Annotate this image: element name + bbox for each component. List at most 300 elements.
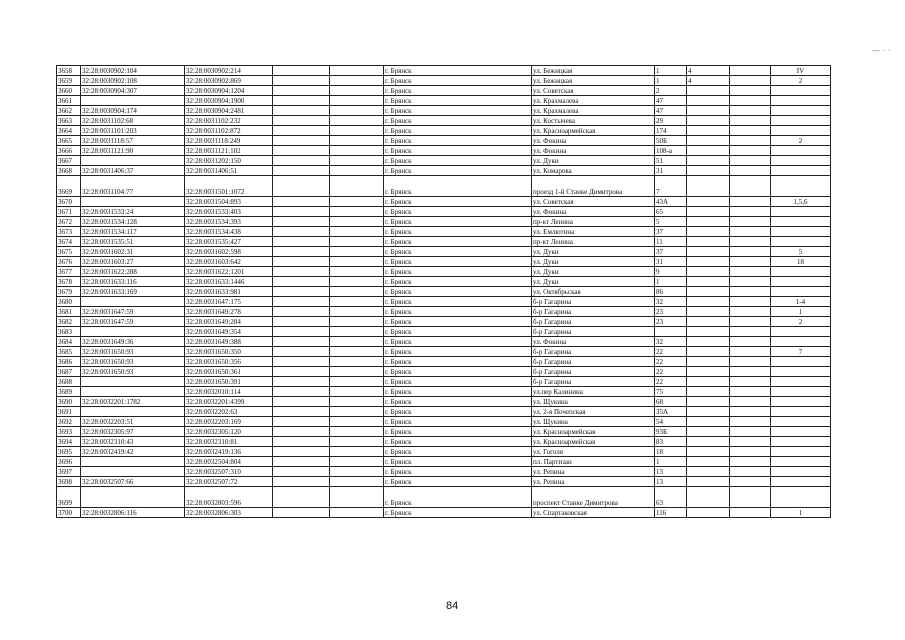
empty-cell — [330, 447, 384, 457]
city-cell: г. Брянск — [384, 467, 532, 477]
city-cell: г. Брянск — [384, 227, 532, 237]
row-number: 3660 — [57, 86, 81, 96]
row-number: 3694 — [57, 437, 81, 447]
empty-cell — [273, 86, 330, 96]
empty-cell — [330, 217, 384, 227]
empty-cell — [273, 297, 330, 307]
street-cell: б-р Гагарина — [532, 377, 655, 387]
house-cell: 65 — [655, 207, 687, 217]
value-cell — [687, 437, 730, 447]
cadastral-number-object: 32:28:0031102:872 — [185, 126, 273, 136]
empty-cell — [273, 237, 330, 247]
row-number: 3669 — [57, 176, 81, 197]
city-cell: г. Брянск — [384, 487, 532, 508]
empty-cell — [273, 457, 330, 467]
house-cell: 47 — [655, 96, 687, 106]
row-number: 3667 — [57, 156, 81, 166]
city-cell: г. Брянск — [384, 207, 532, 217]
empty-cell — [330, 327, 384, 337]
value-cell — [730, 207, 771, 217]
empty-cell — [273, 106, 330, 116]
cadastral-number-object: 32:28:0032806:303 — [185, 508, 273, 518]
cadastral-number-land: 32:28:0031101:203 — [81, 126, 185, 136]
empty-cell — [273, 437, 330, 447]
empty-cell — [330, 126, 384, 136]
house-cell: 29 — [655, 116, 687, 126]
city-cell: г. Брянск — [384, 217, 532, 227]
table-row — [57, 317, 831, 327]
table-row — [57, 287, 831, 297]
city-cell: г. Брянск — [384, 387, 532, 397]
table-row — [57, 277, 831, 287]
city-cell: г. Брянск — [384, 126, 532, 136]
value-cell — [687, 447, 730, 457]
city-cell: г. Брянск — [384, 477, 532, 487]
empty-cell — [330, 467, 384, 477]
value-cell — [730, 347, 771, 357]
table-row — [57, 86, 831, 96]
value-cell — [687, 357, 730, 367]
value-cell — [687, 197, 730, 207]
cadastral-number-land — [81, 96, 185, 106]
empty-cell — [330, 287, 384, 297]
row-number: 3697 — [57, 467, 81, 477]
cadastral-number-object: 32:28:0032507:72 — [185, 477, 273, 487]
street-cell: ул. Дуки — [532, 267, 655, 277]
table-row — [57, 417, 831, 427]
premises-cell — [771, 457, 831, 467]
row-number: 3686 — [57, 357, 81, 367]
row-number: 3683 — [57, 327, 81, 337]
cadastral-number-land: 32:28:0032305:97 — [81, 427, 185, 437]
cadastral-number-land: 32:28:0031533:24 — [81, 207, 185, 217]
cadastral-number-land: 32:28:0030902:104 — [81, 66, 185, 76]
premises-cell — [771, 116, 831, 126]
house-cell: 83 — [655, 437, 687, 447]
city-cell: г. Брянск — [384, 176, 532, 197]
empty-cell — [273, 96, 330, 106]
table-row — [57, 477, 831, 487]
value-cell — [687, 146, 730, 156]
street-cell: б-р Гагарина — [532, 307, 655, 317]
premises-cell — [771, 287, 831, 297]
value-cell — [687, 217, 730, 227]
cadastral-number-land: 32:28:0031622:288 — [81, 267, 185, 277]
value-cell — [730, 237, 771, 247]
city-cell: г. Брянск — [384, 197, 532, 207]
house-cell: 18 — [655, 447, 687, 457]
row-number: 3689 — [57, 387, 81, 397]
cadastral-number-object: 32:28:0031650:356 — [185, 357, 273, 367]
city-cell: г. Брянск — [384, 307, 532, 317]
premises-cell — [771, 217, 831, 227]
premises-cell: 1,5,6 — [771, 197, 831, 207]
empty-cell — [330, 197, 384, 207]
empty-cell — [273, 407, 330, 417]
house-cell: 47 — [655, 106, 687, 116]
street-cell: пл. Партизан — [532, 457, 655, 467]
value-cell — [730, 407, 771, 417]
value-cell — [687, 427, 730, 437]
table-row — [57, 66, 831, 76]
cadastral-number-land — [81, 297, 185, 307]
empty-cell — [273, 166, 330, 176]
street-cell: ул. Красноармейская — [532, 126, 655, 136]
empty-cell — [273, 447, 330, 457]
empty-cell — [273, 247, 330, 257]
empty-cell — [273, 156, 330, 166]
value-cell: 4 — [687, 76, 730, 86]
value-cell — [730, 357, 771, 367]
premises-cell — [771, 277, 831, 287]
value-cell — [687, 377, 730, 387]
table-row — [57, 357, 831, 367]
cadastral-number-land — [81, 457, 185, 467]
city-cell: г. Брянск — [384, 317, 532, 327]
house-cell: 37 — [655, 227, 687, 237]
cadastral-number-object: 32:28:0031504:893 — [185, 197, 273, 207]
empty-cell — [273, 227, 330, 237]
empty-cell — [273, 116, 330, 126]
premises-cell — [771, 467, 831, 477]
house-cell: 68 — [655, 397, 687, 407]
house-cell: 5 — [655, 217, 687, 227]
cadastral-number-object: 32:28:0031501:1072 — [185, 176, 273, 197]
premises-cell — [771, 126, 831, 136]
value-cell — [730, 96, 771, 106]
table-row — [57, 76, 831, 86]
cadastral-number-object: 32:28:0030904:1204 — [185, 86, 273, 96]
cadastral-number-object: 32:28:0030904:2481 — [185, 106, 273, 116]
value-cell — [687, 126, 730, 136]
city-cell: г. Брянск — [384, 267, 532, 277]
empty-cell — [273, 126, 330, 136]
value-cell — [687, 106, 730, 116]
row-number: 3681 — [57, 307, 81, 317]
cadastral-number-object: 32:28:0031406:51 — [185, 166, 273, 176]
table-row — [57, 176, 831, 197]
street-cell: ул. 2-я Почепская — [532, 407, 655, 417]
row-number: 3662 — [57, 106, 81, 116]
value-cell — [687, 116, 730, 126]
premises-cell — [771, 106, 831, 116]
table-row — [57, 247, 831, 257]
cadastral-number-land: 32:28:0031118:57 — [81, 136, 185, 146]
premises-cell — [771, 86, 831, 96]
table-row — [57, 427, 831, 437]
empty-cell — [330, 317, 384, 327]
cadastral-number-object: 32:28:0030904:1900 — [185, 96, 273, 106]
value-cell — [730, 277, 771, 287]
empty-cell — [330, 76, 384, 86]
row-number: 3659 — [57, 76, 81, 86]
house-cell: 63 — [655, 487, 687, 508]
cadastral-number-land: 32:28:0032203:51 — [81, 417, 185, 427]
row-number: 3678 — [57, 277, 81, 287]
cadastral-number-land: 32:28:0031647:59 — [81, 317, 185, 327]
cadastral-number-object: 32:28:0031633:1446 — [185, 277, 273, 287]
empty-cell — [273, 136, 330, 146]
house-cell: 50Б — [655, 136, 687, 146]
row-number: 3658 — [57, 66, 81, 76]
cadastral-number-land: 32:28:0031649:36 — [81, 337, 185, 347]
empty-cell — [273, 307, 330, 317]
city-cell: г. Брянск — [384, 106, 532, 116]
value-cell — [730, 317, 771, 327]
house-cell: 22 — [655, 357, 687, 367]
value-cell — [687, 247, 730, 257]
value-cell — [730, 136, 771, 146]
empty-cell — [273, 257, 330, 267]
premises-cell: 2 — [771, 136, 831, 146]
street-cell: ул. Дуки — [532, 257, 655, 267]
table-row — [57, 166, 831, 176]
house-cell: 108-а — [655, 146, 687, 156]
cadastral-number-object: 32:28:0031602:598 — [185, 247, 273, 257]
city-cell: г. Брянск — [384, 76, 532, 86]
row-number: 3664 — [57, 126, 81, 136]
street-cell: ул. Фокина — [532, 207, 655, 217]
empty-cell — [330, 176, 384, 197]
house-cell: 51 — [655, 156, 687, 166]
empty-cell — [330, 487, 384, 508]
street-cell: ул. Емлютина — [532, 227, 655, 237]
city-cell: г. Брянск — [384, 96, 532, 106]
house-cell: 35А — [655, 407, 687, 417]
value-cell — [687, 277, 730, 287]
value-cell — [730, 437, 771, 447]
cadastral-number-object: 32:28:0032305:120 — [185, 427, 273, 437]
table-row — [57, 387, 831, 397]
cadastral-number-land: 32:28:0031602:31 — [81, 247, 185, 257]
row-number: 3696 — [57, 457, 81, 467]
table-row — [57, 207, 831, 217]
street-cell: ул. Бежицкая — [532, 66, 655, 76]
cadastral-number-land — [81, 197, 185, 207]
cadastral-number-object: 32:28:0032419:136 — [185, 447, 273, 457]
value-cell — [730, 297, 771, 307]
house-cell: 22 — [655, 367, 687, 377]
premises-cell: IV — [771, 66, 831, 76]
cadastral-number-land: 32:28:0031534:128 — [81, 217, 185, 227]
empty-cell — [273, 397, 330, 407]
street-cell: ул. Щукина — [532, 397, 655, 407]
empty-cell — [330, 387, 384, 397]
row-number: 3673 — [57, 227, 81, 237]
value-cell — [687, 337, 730, 347]
city-cell: г. Брянск — [384, 508, 532, 518]
cadastral-number-object: 32:28:0031622:1201 — [185, 267, 273, 277]
value-cell — [730, 247, 771, 257]
row-number: 3687 — [57, 367, 81, 377]
value-cell — [730, 267, 771, 277]
premises-cell: 1 — [771, 508, 831, 518]
row-number: 3671 — [57, 207, 81, 217]
value-cell — [730, 397, 771, 407]
value-cell — [730, 287, 771, 297]
premises-cell — [771, 377, 831, 387]
premises-cell — [771, 427, 831, 437]
empty-cell — [330, 106, 384, 116]
empty-cell — [273, 207, 330, 217]
empty-cell — [330, 367, 384, 377]
table-row — [57, 227, 831, 237]
city-cell: г. Брянск — [384, 427, 532, 437]
value-cell — [730, 377, 771, 387]
street-cell: ул. Спартаковская — [532, 508, 655, 518]
value-cell: 4 — [687, 66, 730, 76]
page-number: 84 — [446, 600, 459, 612]
empty-cell — [273, 487, 330, 508]
empty-cell — [330, 247, 384, 257]
table-row — [57, 237, 831, 247]
street-cell: ул. Крахмалева — [532, 106, 655, 116]
registry-table — [56, 65, 831, 518]
house-cell: 32 — [655, 297, 687, 307]
value-cell — [687, 136, 730, 146]
city-cell: г. Брянск — [384, 247, 532, 257]
empty-cell — [273, 347, 330, 357]
table-row — [57, 126, 831, 136]
empty-cell — [330, 237, 384, 247]
street-cell: ул.пер Калинина — [532, 387, 655, 397]
row-number: 3684 — [57, 337, 81, 347]
street-cell: б-р Гагарина — [532, 357, 655, 367]
cadastral-number-land: 32:28:0031406:37 — [81, 166, 185, 176]
empty-cell — [273, 217, 330, 227]
cadastral-number-land: 32:28:0031633:169 — [81, 287, 185, 297]
street-cell: б-р Гагарина — [532, 347, 655, 357]
premises-cell — [771, 367, 831, 377]
table-row — [57, 437, 831, 447]
row-number: 3695 — [57, 447, 81, 457]
cadastral-number-object: 32:28:0030902:869 — [185, 76, 273, 86]
street-cell: проезд 1-й Станке Димитрова — [532, 176, 655, 197]
value-cell — [730, 197, 771, 207]
row-number: 3668 — [57, 166, 81, 176]
cadastral-number-object: 32:28:0031649:284 — [185, 317, 273, 327]
city-cell: г. Брянск — [384, 417, 532, 427]
street-cell: ул. Советская — [532, 197, 655, 207]
value-cell — [687, 347, 730, 357]
value-cell — [687, 237, 730, 247]
city-cell: г. Брянск — [384, 377, 532, 387]
street-cell: ул. Красноармейская — [532, 427, 655, 437]
cadastral-number-object: 32:28:0030902:214 — [185, 66, 273, 76]
table-row — [57, 327, 831, 337]
empty-cell — [330, 417, 384, 427]
empty-cell — [273, 317, 330, 327]
row-number: 3661 — [57, 96, 81, 106]
cadastral-number-land — [81, 487, 185, 508]
row-number: 3665 — [57, 136, 81, 146]
street-cell: ул. Дуки — [532, 247, 655, 257]
city-cell: г. Брянск — [384, 257, 532, 267]
house-cell: 43А — [655, 197, 687, 207]
cadastral-number-land: 32:28:0031603:27 — [81, 257, 185, 267]
house-cell: 13 — [655, 477, 687, 487]
premises-cell: 1-4 — [771, 297, 831, 307]
house-cell: 9 — [655, 267, 687, 277]
row-number: 3675 — [57, 247, 81, 257]
table-row — [57, 96, 831, 106]
city-cell: г. Брянск — [384, 337, 532, 347]
premises-cell: 7 — [771, 347, 831, 357]
empty-cell — [273, 277, 330, 287]
empty-cell — [273, 467, 330, 477]
value-cell — [730, 166, 771, 176]
row-number: 3690 — [57, 397, 81, 407]
table-row — [57, 156, 831, 166]
value-cell — [730, 156, 771, 166]
empty-cell — [330, 96, 384, 106]
premises-cell: 18 — [771, 257, 831, 267]
empty-cell — [330, 477, 384, 487]
house-cell: 37 — [655, 247, 687, 257]
cadastral-number-land: 32:28:0031647:59 — [81, 307, 185, 317]
cadastral-number-object: 32:28:0031649:354 — [185, 327, 273, 337]
empty-cell — [330, 407, 384, 417]
value-cell — [687, 227, 730, 237]
street-cell: пр-кт Ленина — [532, 237, 655, 247]
premises-cell: 5 — [771, 247, 831, 257]
table-row — [57, 467, 831, 477]
cadastral-number-object: 32:28:0031649:278 — [185, 307, 273, 317]
row-number: 3663 — [57, 116, 81, 126]
value-cell — [730, 327, 771, 337]
premises-cell — [771, 176, 831, 197]
empty-cell — [330, 508, 384, 518]
cadastral-number-object: 32:28:0031121:102 — [185, 146, 273, 156]
cadastral-number-land: 32:28:0031633:116 — [81, 277, 185, 287]
value-cell — [687, 477, 730, 487]
row-number: 3691 — [57, 407, 81, 417]
value-cell — [687, 487, 730, 508]
city-cell: г. Брянск — [384, 357, 532, 367]
empty-cell — [330, 347, 384, 357]
cadastral-number-object: 32:28:0032202:63 — [185, 407, 273, 417]
premises-cell — [771, 146, 831, 156]
house-cell: 13 — [655, 467, 687, 477]
premises-cell: 2 — [771, 317, 831, 327]
empty-cell — [330, 307, 384, 317]
empty-cell — [273, 357, 330, 367]
empty-cell — [273, 267, 330, 277]
street-cell: б-р Гагарина — [532, 367, 655, 377]
cadastral-number-land — [81, 467, 185, 477]
cadastral-number-object: 32:28:0032310:81 — [185, 437, 273, 447]
street-cell: ул. Репина — [532, 477, 655, 487]
street-cell: проспект Станке Димитрова — [532, 487, 655, 508]
empty-cell — [330, 146, 384, 156]
premises-cell — [771, 397, 831, 407]
cadastral-number-object: 32:28:0031650:391 — [185, 377, 273, 387]
cadastral-number-land: 32:28:0031121:90 — [81, 146, 185, 156]
house-cell: 174 — [655, 126, 687, 136]
city-cell: г. Брянск — [384, 277, 532, 287]
empty-cell — [273, 377, 330, 387]
value-cell — [687, 467, 730, 477]
value-cell — [730, 477, 771, 487]
house-cell: 31 — [655, 166, 687, 176]
premises-cell: 2 — [771, 76, 831, 86]
city-cell: г. Брянск — [384, 457, 532, 467]
premises-cell — [771, 417, 831, 427]
value-cell — [730, 176, 771, 197]
value-cell — [730, 257, 771, 267]
row-number: 3685 — [57, 347, 81, 357]
cadastral-number-object: 32:28:0031118:249 — [185, 136, 273, 146]
